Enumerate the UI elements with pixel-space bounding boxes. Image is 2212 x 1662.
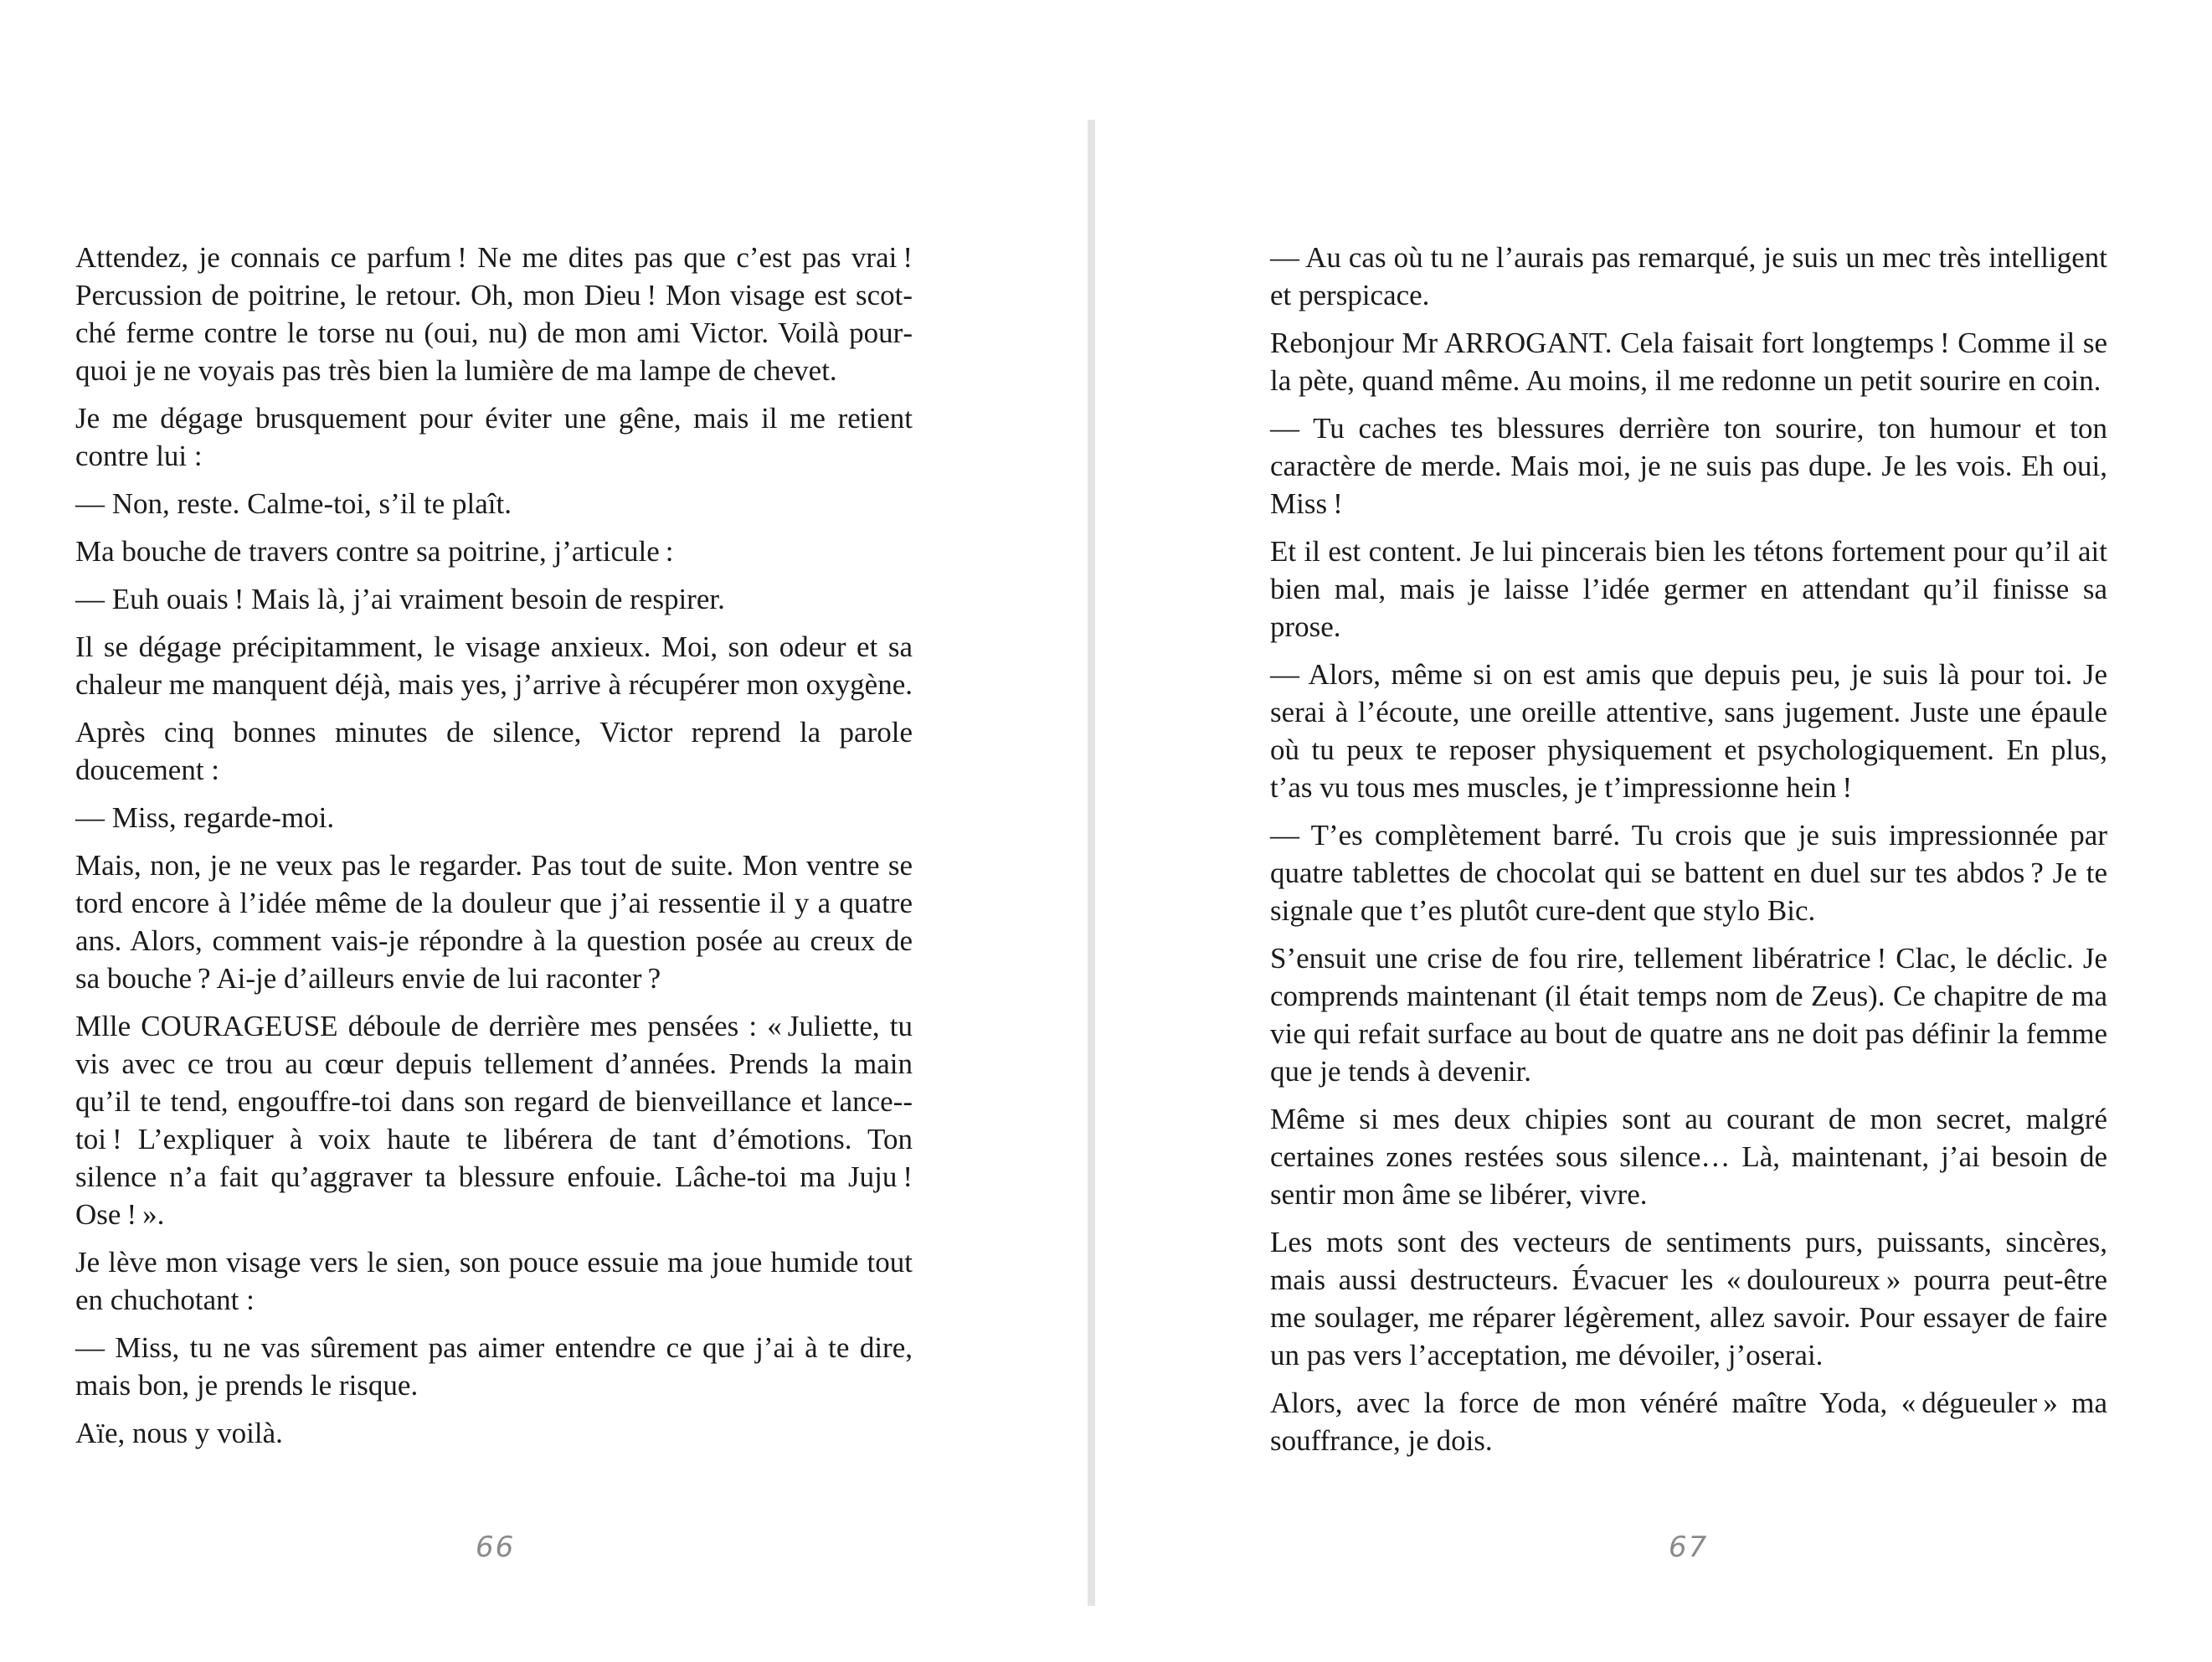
paragraph: Je lève mon visage vers le sien, son pouce essuie ma joue humide tout en chuchotant :	[75, 1246, 913, 1316]
paragraph: — Tu caches tes blessures derrière ton sourire, ton humour et ton caractère de merde. Mais moi, je ne suis pas dupe. Je les vois. Eh oui, Miss !	[1270, 412, 2107, 520]
paragraph: Il se dégage précipitamment, le visage anxieux. Moi, son odeur et sa chaleur me manquent déjà, mais yes, j’arrive à récupérer mon oxygène.	[75, 630, 913, 701]
page-number: 67	[1669, 1531, 1709, 1564]
paragraph: Attendez, je connais ce parfum ! Ne me dites pas que c’est pas vrai ! Percussion de poitrine, le retour. Oh, mon Dieu ! Mon visage est scotché ferme contre le torse nu (oui, nu) de mon ami Victor. Voilà pourquoi je ne voyais pas très bien la lumière de ma lampe de chevet.	[75, 241, 913, 387]
paragraph: — Alors, même si on est amis que depuis peu, je suis là pour toi. Je serai à l’écoute, une oreille attentive, sans jugement. Juste une épaule où tu peux te reposer physiquement et psychologiquement. En plus, t’as vu tous mes muscles, je t’impressionne hein !	[1270, 658, 2107, 804]
right-page-text	[1270, 239, 2107, 1469]
paragraph: Après cinq bonnes minutes de silence, Victor reprend la parole doucement :	[75, 716, 913, 786]
page-number: 66	[476, 1531, 516, 1564]
paragraph: — T’es complètement barré. Tu crois que je suis impressionnée par quatre tablettes de chocolat qui se battent en duel sur tes abdos ? Je te signale que t’es plutôt cure-dent que stylo Bic.	[1270, 819, 2107, 927]
paragraph: Et il est content. Je lui pincerais bien les tétons fortement pour qu’il ait bien mal, mais je laisse l’idée germer en attendant qu’il finisse sa prose.	[1270, 535, 2107, 643]
paragraph: Même si mes deux chipies sont au courant de mon secret, malgré certaines zones restées sous silence… Là, maintenant, j’ai besoin de sentir mon âme se libérer, vivre.	[1270, 1103, 2107, 1211]
paragraph: Rebonjour Mr ARROGANT. Cela faisait fort longtemps ! Comme il se la pète, quand même. Au moins, il me redonne un petit sourire en coin.	[1270, 327, 2107, 397]
paragraph: Je me dégage brusquement pour éviter une gêne, mais il me retient contre lui :	[75, 402, 913, 472]
paragraph: Mlle COURAGEUSE déboule de derrière mes pensées : « Juliette, tu vis avec ce trou au cœur depuis tellement d’années. Prends la main qu’il te tend, engouffre-toi dans son regard de bienveillance et lance-toi ! L’expliquer à voix haute te libérera de tant d’émotions. Ton silence n’a fait qu’aggraver ta blessure enfouie. Lâche-toi ma Juju ! Ose ! ».	[75, 1010, 913, 1231]
paragraph: — Au cas où tu ne l’aurais pas remarqué, je suis un mec très intelligent et perspicace.	[1270, 241, 2107, 311]
paragraph: — Miss, regarde-moi.	[75, 801, 335, 834]
paragraph: — Miss, tu ne vas sûrement pas aimer entendre ce que j’ai à te dire, mais bon, je prends le risque.	[75, 1331, 913, 1402]
paragraph: Aïe, nous y voilà.	[75, 1417, 283, 1449]
paragraph: — Non, reste. Calme-toi, s’il te plaît.	[75, 487, 512, 520]
paragraph: Les mots sont des vecteurs de sentiments purs, puissants, sincères, mais aussi destructeurs. Évacuer les « douloureux » pourra peut-être me soulager, me réparer légèrement, allez savoir. Pour essayer de faire un pas vers l’acceptation, me dévoiler, j’oserai.	[1270, 1226, 2107, 1371]
paragraph: S’ensuit une crise de fou rire, tellement libératrice ! Clac, le déclic. Je comprends maintenant (il était temps nom de Zeus). Ce chapitre de ma vie qui refait surface au bout de quatre ans ne doit pas définir la femme que je tends à devenir.	[1270, 942, 2107, 1088]
paragraph: — Euh ouais ! Mais là, j’ai vraiment besoin de respirer.	[75, 583, 725, 615]
left-page-text	[75, 239, 913, 1462]
paragraph: Alors, avec la force de mon vénéré maître Yoda, « dégueuler » ma souffrance, je dois.	[1270, 1387, 2107, 1457]
paragraph: Mais, non, je ne veux pas le regarder. Pas tout de suite. Mon ventre se tord encore à l’idée même de la douleur que j’ai ressentie il y a quatre ans. Alors, comment vais-je répondre à la question posée au creux de sa bouche ? Ai-je d’ailleurs envie de lui raconter ?	[75, 849, 913, 995]
book-spine-divider	[1088, 120, 1095, 1606]
paragraph: Ma bouche de travers contre sa poitrine, j’articule :	[75, 535, 674, 568]
